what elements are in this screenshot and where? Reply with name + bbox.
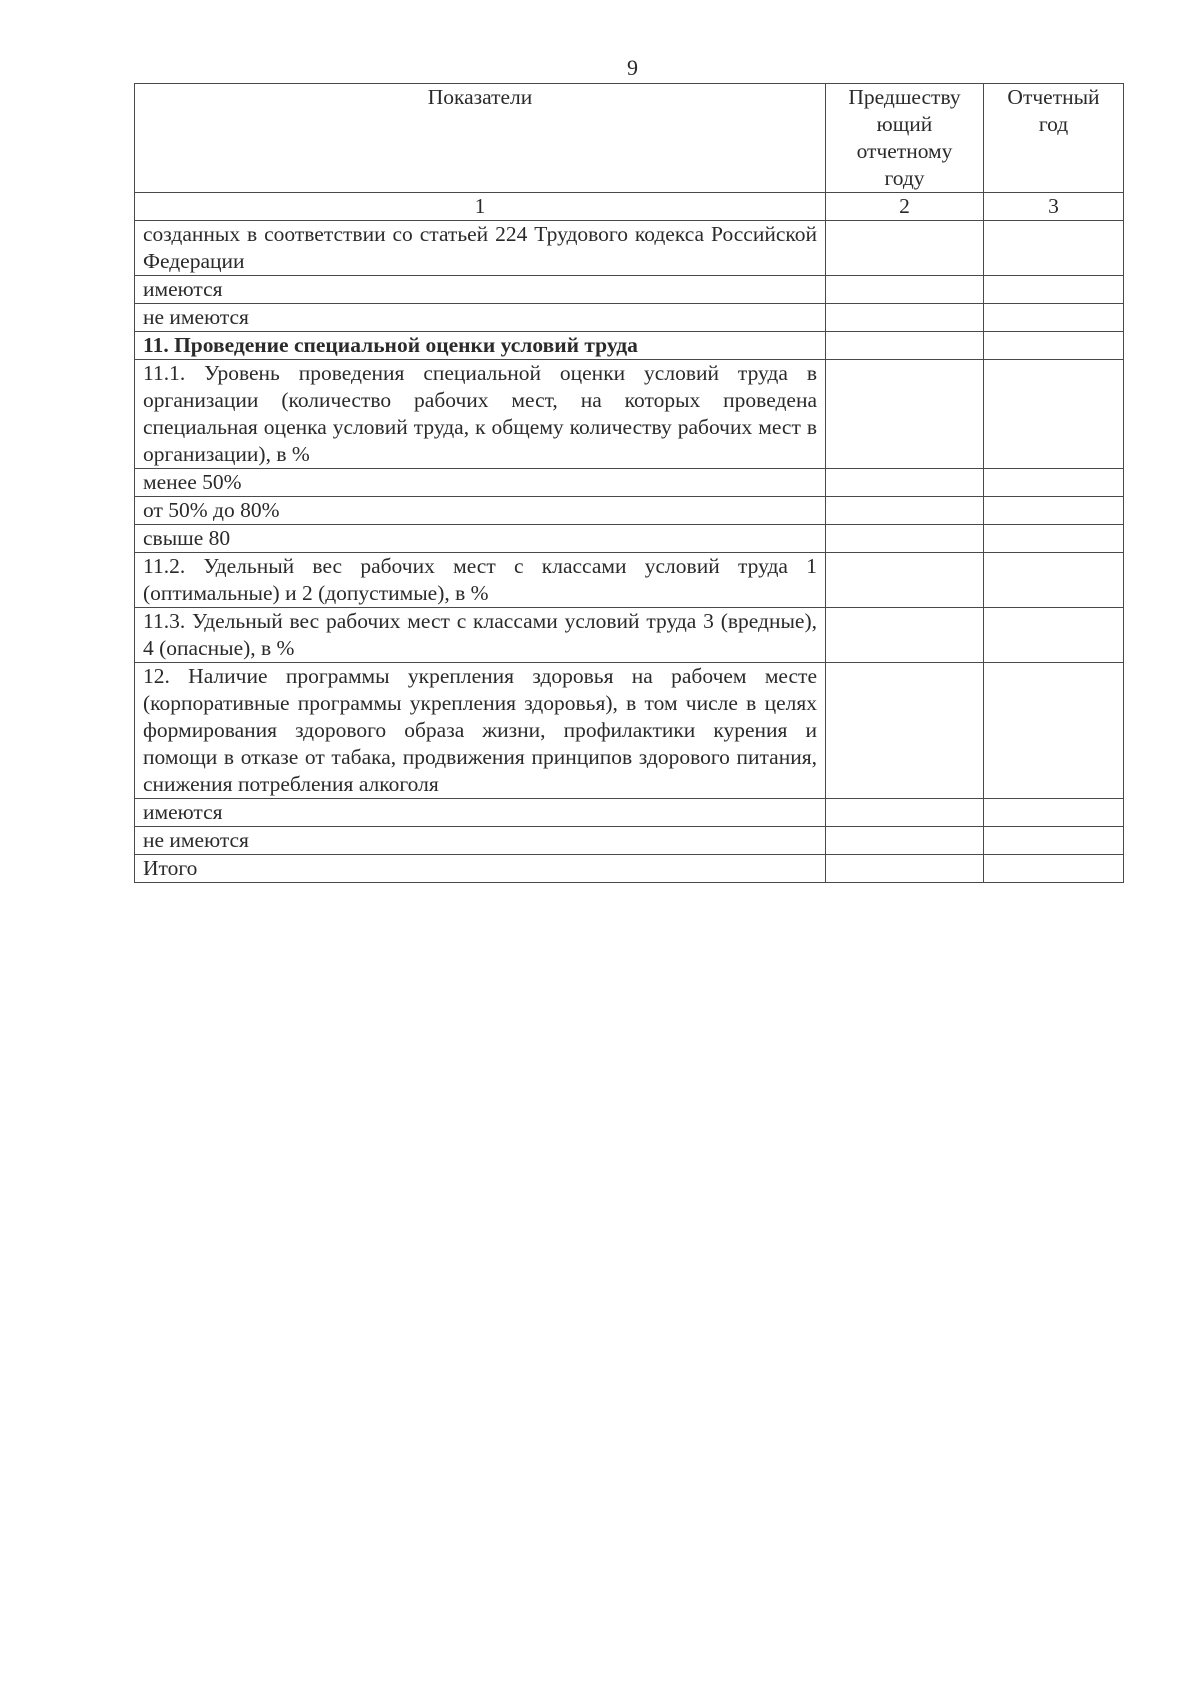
cell-reporting-year	[984, 497, 1124, 525]
column-number-3: 3	[984, 193, 1124, 221]
cell-previous-year	[826, 497, 984, 525]
cell-reporting-year	[984, 360, 1124, 469]
header-previous-year: Предшеству ющий отчетному году	[826, 84, 984, 193]
row-label: 11.3. Удельный вес рабочих мест с классами условий труда 3 (вредные), 4 (опасные), в %	[135, 608, 826, 663]
row-label: менее 50%	[135, 469, 826, 497]
cell-previous-year	[826, 304, 984, 332]
table-row	[135, 553, 1124, 608]
cell-previous-year	[826, 221, 984, 276]
row-label: не имеются	[135, 827, 826, 855]
cell-reporting-year	[984, 827, 1124, 855]
table-row	[135, 608, 1124, 663]
column-number-2: 2	[826, 193, 984, 221]
table-row	[135, 855, 1124, 883]
table-row	[135, 663, 1124, 799]
row-label: имеются	[135, 799, 826, 827]
table-row	[135, 827, 1124, 855]
cell-previous-year	[826, 469, 984, 497]
column-number-1: 1	[135, 193, 826, 221]
cell-reporting-year	[984, 608, 1124, 663]
row-label: свыше 80	[135, 525, 826, 553]
header-reporting-year: Отчетный год	[984, 84, 1124, 193]
cell-previous-year	[826, 663, 984, 799]
table-body	[135, 221, 1124, 883]
cell-reporting-year	[984, 221, 1124, 276]
cell-previous-year	[826, 525, 984, 553]
row-label: 12. Наличие программы укрепления здоровья на рабочем месте (корпоративные программы укрепления здоровья), в том числе в целях формирования здорового образа жизни, профилактики курения и помощи в отказе от табака, продвижения принципов здорового питания, снижения потребления алкоголя	[135, 663, 826, 799]
cell-previous-year	[826, 799, 984, 827]
row-label: 11.1. Уровень проведения специальной оценки условий труда в организации (количество рабочих мест, на которых проведена специальная оценка условий труда, к общему количеству рабочих мест в организации), в %	[135, 360, 826, 469]
table-row	[135, 497, 1124, 525]
header-row	[135, 84, 1124, 193]
row-label: созданных в соответствии со статьей 224 Трудового кодекса Российской Федерации	[135, 221, 826, 276]
cell-previous-year	[826, 827, 984, 855]
cell-reporting-year	[984, 663, 1124, 799]
cell-reporting-year	[984, 469, 1124, 497]
cell-reporting-year	[984, 855, 1124, 883]
column-number-row	[135, 193, 1124, 221]
cell-reporting-year	[984, 304, 1124, 332]
header-indicators: Показатели	[135, 84, 826, 193]
cell-reporting-year	[984, 332, 1124, 360]
row-label: не имеются	[135, 304, 826, 332]
page-number: 9	[627, 55, 638, 80]
cell-reporting-year	[984, 276, 1124, 304]
table-row	[135, 360, 1124, 469]
row-label: от 50% до 80%	[135, 497, 826, 525]
row-label: 11.2. Удельный вес рабочих мест с классами условий труда 1 (оптимальные) и 2 (допустимые), в %	[135, 553, 826, 608]
cell-reporting-year	[984, 799, 1124, 827]
table-row	[135, 221, 1124, 276]
cell-previous-year	[826, 360, 984, 469]
cell-previous-year	[826, 855, 984, 883]
row-label: имеются	[135, 276, 826, 304]
row-label: 11. Проведение специальной оценки условий труда	[135, 332, 826, 360]
table-row	[135, 799, 1124, 827]
table-row	[135, 525, 1124, 553]
table-row	[135, 469, 1124, 497]
cell-reporting-year	[984, 553, 1124, 608]
table-row	[135, 332, 1124, 360]
cell-previous-year	[826, 553, 984, 608]
cell-previous-year	[826, 276, 984, 304]
cell-previous-year	[826, 608, 984, 663]
cell-previous-year	[826, 332, 984, 360]
table-row	[135, 304, 1124, 332]
cell-reporting-year	[984, 525, 1124, 553]
table-row	[135, 276, 1124, 304]
row-label: Итого	[135, 855, 826, 883]
report-table	[134, 83, 1124, 883]
